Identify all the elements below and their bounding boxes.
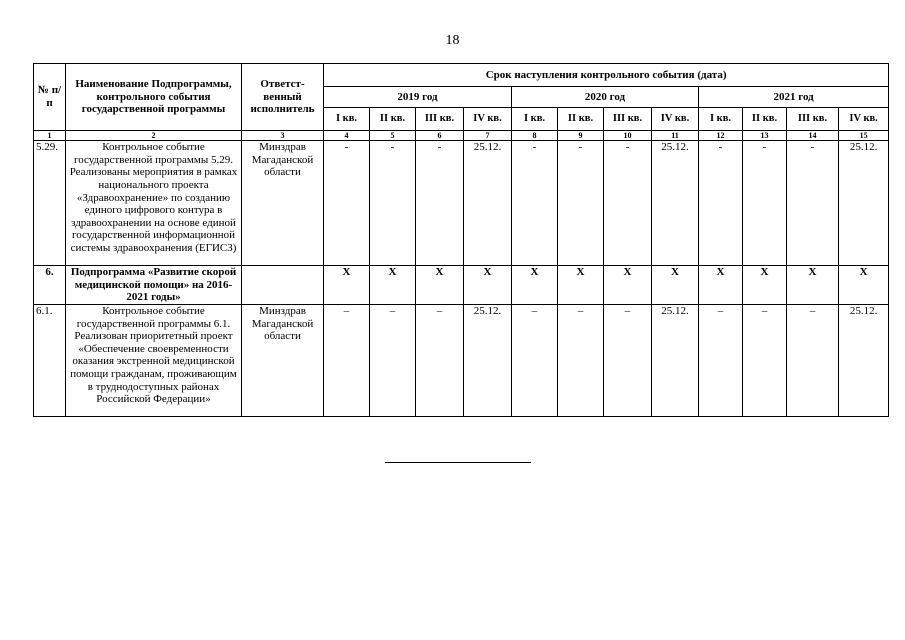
row-cell: Х <box>416 266 464 305</box>
row-num: 6.1. <box>34 304 66 416</box>
column-number: 3 <box>242 131 324 141</box>
row-cell: - <box>699 141 743 266</box>
row-cell: – <box>699 304 743 416</box>
column-number: 5 <box>370 131 416 141</box>
column-number: 6 <box>416 131 464 141</box>
row-cell: 25.12. <box>839 141 889 266</box>
row-cell: – <box>512 304 558 416</box>
row-cell: Х <box>699 266 743 305</box>
row-responsible: Минздрав Магаданской области <box>242 141 324 266</box>
table-row <box>34 266 889 305</box>
column-number: 12 <box>699 131 743 141</box>
row-cell: Х <box>558 266 604 305</box>
row-cell: - <box>370 141 416 266</box>
row-name: Подпрограмма «Развитие скорой медицинской помощи» на 2016-2021 годы» <box>66 266 242 305</box>
header-quarter: IV кв. <box>464 108 512 131</box>
control-events-table <box>33 63 889 417</box>
header-quarter: II кв. <box>370 108 416 131</box>
row-num: 5.29. <box>34 141 66 266</box>
header-year: 2020 год <box>512 87 699 108</box>
header-quarter: III кв. <box>604 108 652 131</box>
row-cell: Х <box>604 266 652 305</box>
row-responsible <box>242 266 324 305</box>
row-cell: Х <box>652 266 699 305</box>
row-cell: – <box>604 304 652 416</box>
column-number: 7 <box>464 131 512 141</box>
header-quarter: I кв. <box>324 108 370 131</box>
header-quarter: IV кв. <box>839 108 889 131</box>
header-quarter: IV кв. <box>652 108 699 131</box>
column-number: 10 <box>604 131 652 141</box>
header-year: 2021 год <box>699 87 889 108</box>
row-cell: 25.12. <box>652 304 699 416</box>
column-number: 13 <box>743 131 787 141</box>
row-responsible: Минздрав Магаданской области <box>242 304 324 416</box>
row-cell: 25.12. <box>839 304 889 416</box>
row-cell: – <box>324 304 370 416</box>
row-cell: Х <box>512 266 558 305</box>
page-number: 18 <box>445 33 460 48</box>
header-responsible: Ответст-венный исполнитель <box>242 64 324 131</box>
column-number: 1 <box>34 131 66 141</box>
header-quarter: II кв. <box>743 108 787 131</box>
header-deadline: Срок наступления контрольного события (дата) <box>324 64 889 87</box>
row-cell: - <box>743 141 787 266</box>
column-number: 2 <box>66 131 242 141</box>
header-num: № п/п <box>34 64 66 131</box>
row-cell: Х <box>839 266 889 305</box>
row-cell: – <box>416 304 464 416</box>
row-cell: - <box>558 141 604 266</box>
row-cell: – <box>370 304 416 416</box>
column-number: 8 <box>512 131 558 141</box>
row-cell: - <box>604 141 652 266</box>
header-quarter: I кв. <box>699 108 743 131</box>
header-quarter: III кв. <box>787 108 839 131</box>
table-row <box>34 304 889 416</box>
header-quarter: I кв. <box>512 108 558 131</box>
column-number: 15 <box>839 131 889 141</box>
row-cell: Х <box>787 266 839 305</box>
row-num: 6. <box>34 266 66 305</box>
table-row <box>34 141 889 266</box>
row-cell: - <box>324 141 370 266</box>
row-cell: – <box>558 304 604 416</box>
header-quarter: III кв. <box>416 108 464 131</box>
column-number: 11 <box>652 131 699 141</box>
row-cell: Х <box>370 266 416 305</box>
row-cell: Х <box>324 266 370 305</box>
header-quarter: II кв. <box>558 108 604 131</box>
column-number: 14 <box>787 131 839 141</box>
row-cell: - <box>416 141 464 266</box>
row-cell: 25.12. <box>464 304 512 416</box>
row-cell: – <box>787 304 839 416</box>
row-cell: Х <box>464 266 512 305</box>
row-name: Контрольное событие государственной программы 5.29. Реализованы мероприятия в рамках национального проекта «Здравоохранение» по созданию единого цифрового контура в здравоохранении на основе единой государственной информационной системы здравоохранения (ЕГИСЗ) <box>66 141 242 266</box>
horizontal-rule <box>385 462 531 463</box>
header-name: Наименование Подпрограммы, контрольного события государственной программы <box>66 64 242 131</box>
row-cell: 25.12. <box>652 141 699 266</box>
row-cell: – <box>743 304 787 416</box>
row-cell: 25.12. <box>464 141 512 266</box>
row-cell: - <box>512 141 558 266</box>
row-name: Контрольное событие государственной программы 6.1. Реализован приоритетный проект «Обеспечение своевременности оказания экстренной медицинской помощи гражданам, проживающим в труднодоступных районах Российской Федерации» <box>66 304 242 416</box>
row-cell: Х <box>743 266 787 305</box>
header-year: 2019 год <box>324 87 512 108</box>
column-number: 9 <box>558 131 604 141</box>
column-number: 4 <box>324 131 370 141</box>
row-cell: - <box>787 141 839 266</box>
